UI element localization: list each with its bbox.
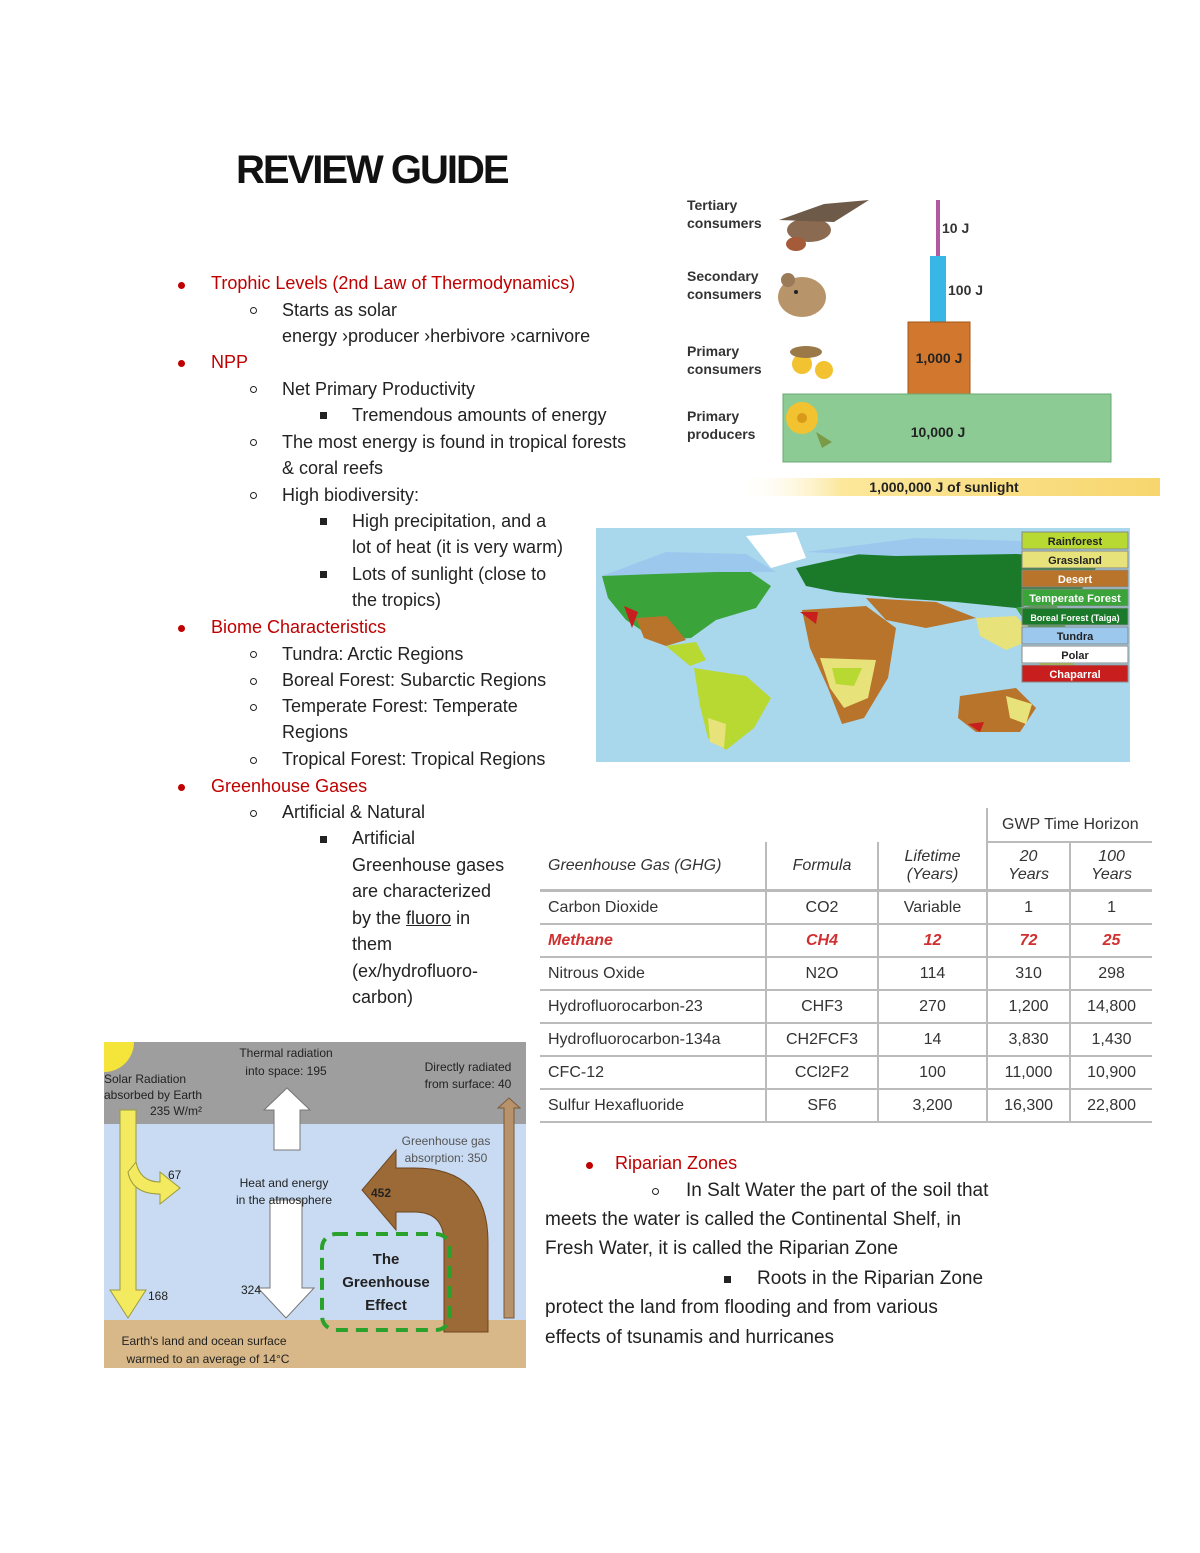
col-header bbox=[987, 842, 1070, 891]
biome-item: Tundra: Arctic Regions bbox=[282, 644, 464, 664]
ghg-sub: Artificial & Natural bbox=[282, 802, 426, 822]
table-row bbox=[540, 808, 1152, 842]
riparian-text: protect the land from flooding and from various bbox=[545, 1297, 938, 1318]
table-cell: CH4 bbox=[766, 924, 878, 957]
bullet bbox=[320, 518, 327, 525]
ghg-detail: Artificial bbox=[352, 828, 416, 848]
header-line: Years bbox=[1008, 866, 1050, 883]
table-row bbox=[540, 990, 1152, 1023]
sunlight-label: 1,000,000 J of sunlight bbox=[869, 479, 1019, 495]
header-line: 100 bbox=[1098, 848, 1125, 865]
col-header: Greenhouse Gas (GHG) bbox=[540, 842, 766, 891]
diagram-label: Directly radiated bbox=[424, 1060, 512, 1074]
table-cell: 114 bbox=[878, 957, 987, 990]
ghg-table bbox=[540, 808, 1152, 1123]
table-cell: CH2FCF3 bbox=[766, 1023, 878, 1056]
table-cell: 10,900 bbox=[1070, 1056, 1152, 1089]
table-cell: 14,800 bbox=[1070, 990, 1152, 1023]
energy-pyramid-figure bbox=[684, 192, 1160, 504]
ghg-detail-cont: carbon) bbox=[352, 987, 414, 1007]
value-label: 168 bbox=[148, 1289, 169, 1303]
trophic-heading: Trophic Levels (2nd Law of Thermodynamics) bbox=[211, 273, 576, 293]
bullet bbox=[250, 439, 257, 446]
diagram-label: absorbed by Earth bbox=[104, 1088, 203, 1102]
bullet bbox=[250, 307, 257, 314]
legend-label: Temperate Forest bbox=[1029, 593, 1121, 605]
npp-sub-cont: & coral reefs bbox=[282, 458, 384, 478]
ghg-heading: Greenhouse Gases bbox=[211, 776, 368, 796]
header-line: (Years) bbox=[906, 865, 959, 883]
ghg-detail-cont bbox=[352, 905, 470, 931]
npp-sub: The most energy is found in tropical forests bbox=[282, 432, 627, 452]
col-header: Formula bbox=[766, 842, 878, 891]
npp-detail: High precipitation, and a bbox=[352, 511, 547, 531]
table-header-row bbox=[540, 842, 1152, 891]
legend-label: Chaparral bbox=[1049, 669, 1101, 681]
ghg-detail-cont: (ex/hydrofluoro- bbox=[352, 961, 479, 981]
table-row bbox=[540, 924, 1152, 957]
col-header bbox=[1070, 842, 1152, 891]
diagram-label: Earth's land and ocean surface bbox=[121, 1334, 287, 1348]
bullet bbox=[320, 836, 327, 843]
table-cell: Carbon Dioxide bbox=[540, 891, 766, 925]
ghg-detail-cont: Greenhouse gases bbox=[352, 855, 505, 875]
table-cell: CCl2F2 bbox=[766, 1056, 878, 1089]
effect-label: The bbox=[372, 1251, 400, 1268]
biome-item: Tropical Forest: Tropical Regions bbox=[282, 749, 546, 769]
diagram-label: absorption: 350 bbox=[404, 1151, 488, 1165]
biome-map-figure bbox=[596, 528, 1130, 762]
level-label: producers bbox=[687, 426, 756, 442]
table-row bbox=[540, 891, 1152, 925]
fluoro-underlined: fluoro bbox=[406, 908, 452, 928]
npp-detail: Lots of sunlight (close to bbox=[352, 564, 547, 584]
diagram-label: 235 W/m² bbox=[150, 1104, 203, 1118]
ghg-table-figure bbox=[540, 808, 1152, 1130]
header-line: Lifetime bbox=[904, 847, 961, 865]
riparian-text: Fresh Water, it is called the Riparian Zone bbox=[545, 1238, 899, 1259]
value-label: 324 bbox=[241, 1283, 262, 1297]
energy-label: 1,000 J bbox=[915, 350, 963, 366]
table-row bbox=[540, 957, 1152, 990]
npp-detail-cont: lot of heat (it is very warm) bbox=[352, 537, 564, 557]
diagram-label: Greenhouse gas bbox=[401, 1134, 491, 1148]
text: in bbox=[451, 908, 471, 928]
table-cell: 16,300 bbox=[987, 1089, 1070, 1122]
bar-secondary bbox=[930, 256, 946, 322]
energy-label: 10,000 J bbox=[910, 424, 966, 440]
biome-item: Boreal Forest: Subarctic Regions bbox=[282, 670, 547, 690]
energy-label: 100 J bbox=[948, 282, 984, 298]
greenhouse-diagram-figure bbox=[104, 1042, 526, 1368]
table-cell: 1,430 bbox=[1070, 1023, 1152, 1056]
biome-item-cont: Regions bbox=[282, 722, 349, 742]
riparian-text: In Salt Water the part of the soil that bbox=[686, 1180, 989, 1201]
legend-label: Grassland bbox=[1048, 555, 1102, 567]
bullet bbox=[724, 1276, 731, 1283]
diagram-label: warmed to an average of 14°C bbox=[126, 1352, 290, 1366]
bar-tertiary bbox=[936, 200, 940, 258]
bullet bbox=[178, 784, 185, 791]
table-row bbox=[540, 1089, 1152, 1122]
bullet bbox=[250, 386, 257, 393]
table-cell: Sulfur Hexafluoride bbox=[540, 1089, 766, 1122]
table-cell: 310 bbox=[987, 957, 1070, 990]
table-cell: CO2 bbox=[766, 891, 878, 925]
diagram-label: Heat and energy bbox=[239, 1176, 329, 1190]
table-row bbox=[540, 1056, 1152, 1089]
level-label: Secondary bbox=[687, 268, 759, 284]
diagram-label: from surface: 40 bbox=[424, 1077, 512, 1091]
header-line: Years bbox=[1091, 866, 1133, 883]
bullet bbox=[320, 412, 327, 419]
text: by the bbox=[352, 908, 407, 928]
bullet bbox=[320, 571, 327, 578]
table-cell: Methane bbox=[540, 924, 766, 957]
bullet bbox=[586, 1162, 593, 1169]
trophic-sub: Starts as solar bbox=[282, 300, 398, 320]
table-cell: Variable bbox=[878, 891, 987, 925]
bullet bbox=[178, 282, 185, 289]
bullet bbox=[250, 651, 257, 658]
effect-label: Effect bbox=[365, 1297, 407, 1314]
gwp-group-header: GWP Time Horizon bbox=[987, 808, 1152, 842]
npp-detail-cont: the tropics) bbox=[352, 590, 442, 610]
value-label: 452 bbox=[371, 1186, 392, 1200]
table-cell: CFC-12 bbox=[540, 1056, 766, 1089]
legend-label: Boreal Forest (Taiga) bbox=[1030, 613, 1120, 623]
ghg-table-body bbox=[540, 891, 1152, 1123]
trophic-sub-cont: energy ›producer ›herbivore ›carnivore bbox=[282, 326, 591, 346]
table-cell: 14 bbox=[878, 1023, 987, 1056]
npp-sub: Net Primary Productivity bbox=[282, 379, 476, 399]
bullet bbox=[178, 360, 185, 367]
ghg-detail-cont: them bbox=[352, 934, 393, 954]
table-cell: 22,800 bbox=[1070, 1089, 1152, 1122]
table-cell: Hydrofluorocarbon-134a bbox=[540, 1023, 766, 1056]
table-cell: 3,830 bbox=[987, 1023, 1070, 1056]
npp-heading: NPP bbox=[211, 352, 249, 372]
table-cell: 100 bbox=[878, 1056, 987, 1089]
diagram-label: Solar Radiation bbox=[104, 1072, 187, 1086]
insect-flower-icon bbox=[790, 346, 833, 379]
legend-label: Rainforest bbox=[1047, 536, 1103, 548]
effect-label: Greenhouse bbox=[342, 1274, 430, 1291]
table-cell: 12 bbox=[878, 924, 987, 957]
riparian-text: effects of tsunamis and hurricanes bbox=[545, 1327, 835, 1348]
bullet bbox=[250, 810, 257, 817]
level-label: Primary bbox=[687, 408, 740, 424]
table-cell: 25 bbox=[1070, 924, 1152, 957]
bullet bbox=[178, 625, 185, 632]
diagram-label: into space: 195 bbox=[245, 1064, 327, 1078]
biome-item: Temperate Forest: Temperate bbox=[282, 696, 518, 716]
bullet bbox=[250, 757, 257, 764]
table-cell: 1 bbox=[1070, 891, 1152, 925]
ghg-detail-cont: are characterized bbox=[352, 881, 492, 901]
level-label: consumers bbox=[687, 286, 762, 302]
level-label: consumers bbox=[687, 361, 762, 377]
npp-sub: High biodiversity: bbox=[282, 485, 420, 505]
header-line: 20 bbox=[1019, 848, 1038, 865]
table-row bbox=[540, 1023, 1152, 1056]
table-cell: 1,200 bbox=[987, 990, 1070, 1023]
table-cell: 72 bbox=[987, 924, 1070, 957]
table-cell: 3,200 bbox=[878, 1089, 987, 1122]
energy-label: 10 J bbox=[942, 220, 970, 236]
legend-label: Desert bbox=[1057, 574, 1093, 586]
legend-label: Tundra bbox=[1056, 631, 1094, 643]
riparian-text: meets the water is called the Continental Shelf, in bbox=[545, 1209, 962, 1230]
table-cell: 11,000 bbox=[987, 1056, 1070, 1089]
table-cell: CHF3 bbox=[766, 990, 878, 1023]
energy-pyramid bbox=[684, 192, 1160, 504]
npp-detail: Tremendous amounts of energy bbox=[352, 405, 607, 425]
level-label: consumers bbox=[687, 215, 762, 231]
bullet bbox=[250, 678, 257, 685]
table-cell: 1 bbox=[987, 891, 1070, 925]
legend-label: Polar bbox=[1061, 650, 1089, 662]
biome-map bbox=[596, 528, 1130, 762]
table-cell: Nitrous Oxide bbox=[540, 957, 766, 990]
greenhouse-diagram bbox=[104, 1042, 526, 1368]
bullet bbox=[250, 704, 257, 711]
hawk-icon bbox=[779, 200, 869, 251]
bullet bbox=[652, 1188, 659, 1195]
table-cell: Hydrofluorocarbon-23 bbox=[540, 990, 766, 1023]
diagram-label: in the atmosphere bbox=[235, 1193, 333, 1207]
col-header bbox=[878, 842, 987, 891]
bullet bbox=[250, 492, 257, 499]
table-cell: N2O bbox=[766, 957, 878, 990]
diagram-label: Thermal radiation bbox=[239, 1046, 333, 1060]
table-cell: 270 bbox=[878, 990, 987, 1023]
mouse-icon bbox=[778, 273, 826, 317]
level-label: Primary bbox=[687, 343, 740, 359]
riparian-heading: Riparian Zones bbox=[615, 1153, 738, 1173]
table-cell: SF6 bbox=[766, 1089, 878, 1122]
table-cell: 298 bbox=[1070, 957, 1152, 990]
biome-heading: Biome Characteristics bbox=[211, 617, 387, 637]
page-title: REVIEW GUIDE bbox=[236, 148, 508, 192]
riparian-text: Roots in the Riparian Zone bbox=[757, 1268, 984, 1289]
value-label: 67 bbox=[168, 1168, 182, 1182]
level-label: Tertiary bbox=[687, 197, 738, 213]
